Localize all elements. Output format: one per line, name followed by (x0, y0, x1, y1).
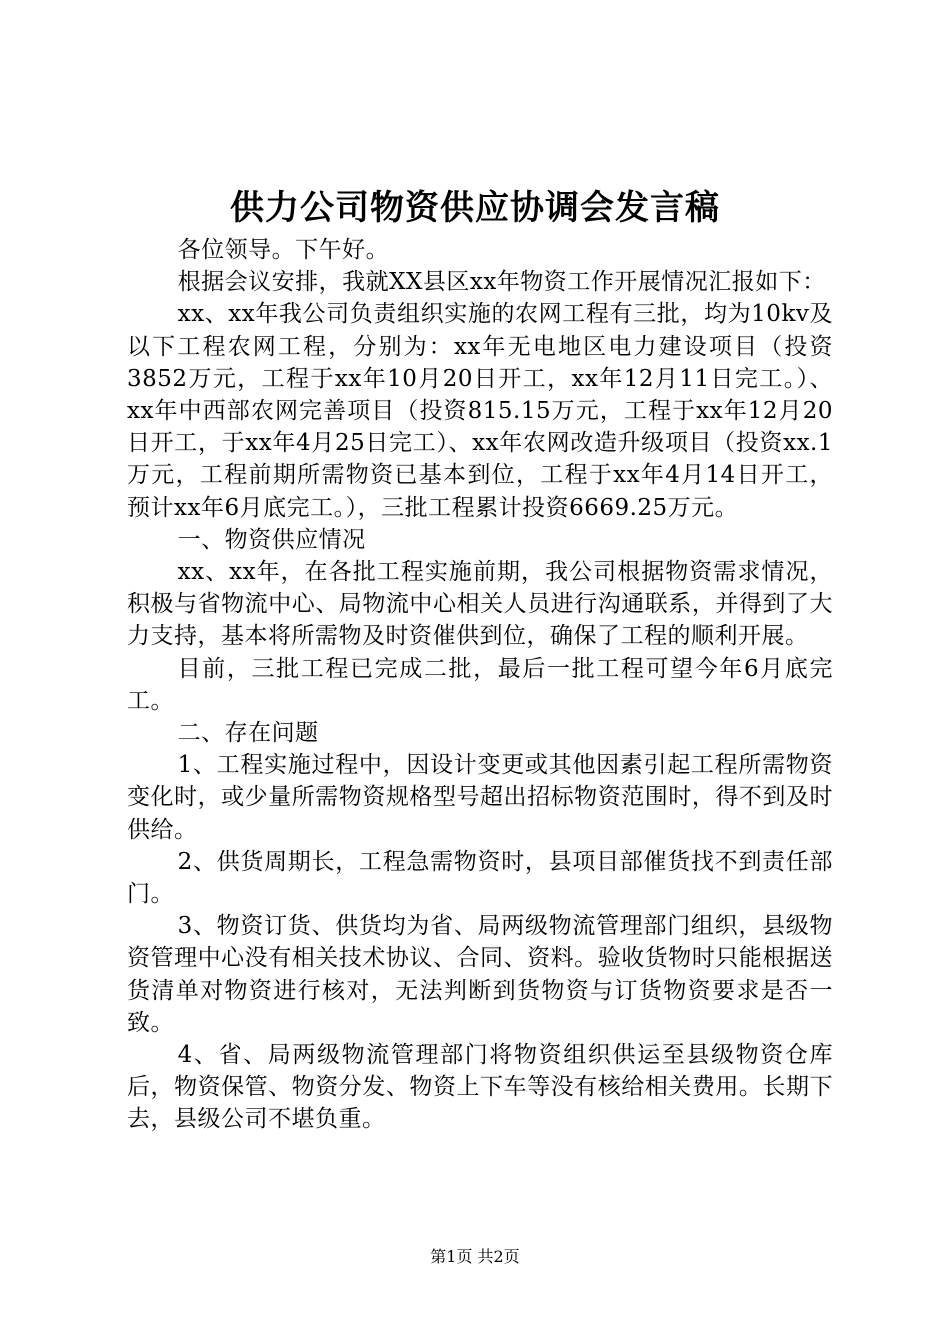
paragraph-problem-3: 3、物资订货、供货均为省、局两级物流管理部门组织，县级物资管理中心没有相关技术协议、合同、资料。验收货物时只能根据送货清单对物资进行核对，无法判断到货物资与订货物资要求是否一致。 (127, 913, 833, 1036)
paragraph-supply: xx、xx年，在各批工程实施前期，我公司根据物资需求情况，积极与省物流中心、局物流中心相关人员进行沟通联系，并得到了大力支持，基本将所需物及时资催供到位，确保了工程的顺利开展。 (127, 559, 833, 650)
paragraph-problem-2: 2、供货周期长，工程急需物资时，县项目部催货找不到责任部门。 (127, 848, 833, 908)
paragraph-problem-1: 1、工程实施过程中，因设计变更或其他因素引起工程所需物资变化时，或少量所需物资规格型号超出招标物资范围时，得不到及时供给。 (127, 752, 833, 843)
section-heading-problems: 二、存在问题 (177, 720, 319, 747)
document-title: 供力公司物资供应协调会发言稿 (230, 188, 720, 228)
document-body (127, 234, 833, 1136)
paragraph-projects: xx、xx年我公司负责组织实施的农网工程有三批，均为10kv及以下工程农网工程，分别为：xx年无电地区电力建设项目（投资3852万元，工程于xx年10月20日开工，xx年12月11日完工。）、xx年中西部农网完善项目（投资815.15万元，工程于xx年12月20日开工，于xx年4月25日完工）、xx年农网改造升级项目（投资xx.1万元，工程前期所需物资已基本到位，工程于xx年4月14日开工，预计xx年6月底完工。），三批工程累计投资6669.25万元。 (127, 301, 833, 521)
paragraph-intro: 根据会议安排，我就XX县区xx年物资工作开展情况汇报如下： (177, 269, 826, 296)
paragraph-greeting: 各位领导。下午好。 (177, 237, 390, 263)
page-footer: 第1页 共2页 (430, 1247, 520, 1266)
section-heading-supply: 一、物资供应情况 (177, 526, 366, 553)
paragraph-progress: 目前，三批工程已完成二批，最后一批工程可望今年6月底完工。 (127, 655, 833, 714)
paragraph-problem-4: 4、省、局两级物流管理部门将物资组织供运至县级物资仓库后，物资保管、物资分发、物资上下车等没有核给相关费用。长期下去，县级公司不堪负重。 (127, 1042, 833, 1133)
